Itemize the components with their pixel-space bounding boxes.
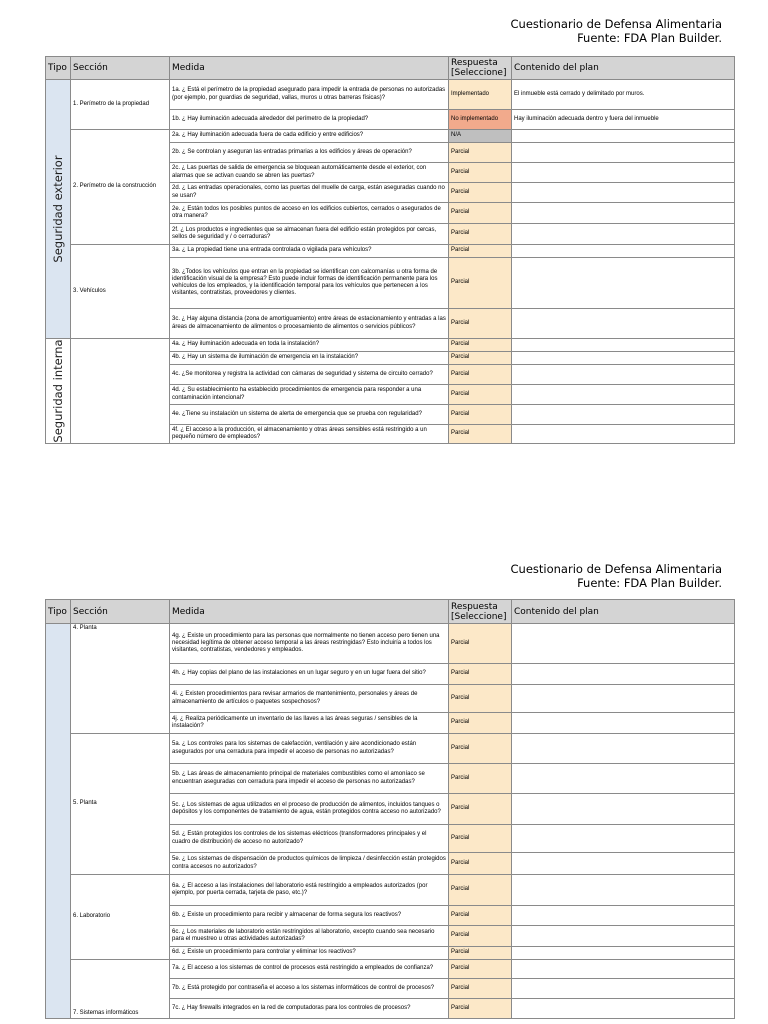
contenido-cell[interactable] [512,339,735,352]
medida-cell: 1a. ¿ Está el perímetro de la propiedad asegurado para impedir la entrada de personas no autorizadas (por ejemplo, por guardias de seguridad, vallas, muros u otras barreras físicas)? [170,80,449,110]
section-cell: 2. Perímetro de la construcción [71,130,170,245]
col-seccion: Sección [71,57,170,80]
respuesta-select[interactable]: Implementado [449,80,512,110]
contenido-cell[interactable] [512,143,735,163]
table-row [46,245,735,258]
contenido-cell[interactable] [512,999,735,1019]
respuesta-select[interactable]: Parcial [449,794,512,825]
medida-cell: 5d. ¿ Están protegidos los controles de los sistemas eléctricos (transformadores principales y el cuadro de distribución) de acceso no autorizado? [170,825,449,853]
contenido-cell[interactable] [512,183,735,203]
section-label: 4. Planta [73,625,97,631]
respuesta-select[interactable]: Parcial [449,734,512,764]
contenido-cell[interactable] [512,979,735,999]
contenido-cell[interactable] [512,685,735,713]
medida-cell: 2a. ¿ Hay iluminación adecuada fuera de cada edificio y entre edificios? [170,130,449,143]
page-header [511,562,723,590]
contenido-cell[interactable] [512,906,735,926]
contenido-cell[interactable] [512,258,735,309]
medida-cell: 4h. ¿ Hay copias del plano de las instalaciones en un lugar seguro y en un lugar fuera del sitio? [170,664,449,685]
contenido-cell[interactable] [512,425,735,444]
section-cell: 6. Laboratorio [71,875,170,960]
medida-cell: 7b. ¿ Está protegido por contraseña el acceso a los sistemas informáticos de control de procesos? [170,979,449,999]
medida-cell: 3a. ¿ La propiedad tiene una entrada controlada o vigilada para vehículos? [170,245,449,258]
respuesta-select[interactable]: Parcial [449,309,512,339]
medida-cell: 4j. ¿ Realiza periódicamente un inventario de las llaves a las áreas seguras / sensibles de la instalación? [170,713,449,734]
contenido-cell[interactable] [512,224,735,245]
contenido-cell[interactable]: El inmueble está cerrado y delimitado por muros. [512,80,735,110]
respuesta-select[interactable]: Parcial [449,224,512,245]
tipo-cell [46,339,71,444]
col-respuesta: Respuesta [Seleccione] [449,600,512,624]
respuesta-select[interactable]: Parcial [449,979,512,999]
respuesta-select[interactable]: Parcial [449,203,512,224]
contenido-cell[interactable] [512,713,735,734]
table-row [46,734,735,764]
respuesta-select[interactable]: Parcial [449,425,512,444]
section-cell: 5. Planta [71,734,170,875]
table-row [46,80,735,110]
col-medida: Medida [170,600,449,624]
respuesta-select[interactable]: Parcial [449,245,512,258]
contenido-cell[interactable]: Hay iluminación adecuada dentro y fuera del inmueble [512,110,735,130]
respuesta-select[interactable]: Parcial [449,352,512,365]
medida-cell: 7c. ¿ Hay firewalls integrados en la red de computadoras para los controles de procesos? [170,999,449,1019]
section-cell [71,624,170,734]
header-row [46,57,735,80]
section-label: 7. Sistemas informáticos [73,1009,139,1016]
medida-cell: 4g. ¿ Existe un procedimiento para las personas que normalmente no tienen acceso pero tienen una necesidad legítima de obtener acceso temporal a las áreas restringidas? Esto incluiría a todos los visitantes, contratistas, vendedores y empleados. [170,624,449,664]
document-source: Fuente: FDA Plan Builder. [577,31,722,45]
contenido-cell[interactable] [512,664,735,685]
col-respuesta: Respuesta [Seleccione] [449,57,512,80]
respuesta-select[interactable]: Parcial [449,183,512,203]
tipo-cell [46,80,71,339]
medida-cell: 4d. ¿ Su establecimiento ha establecido procedimientos de emergencia para responder a una contaminación intencional? [170,385,449,405]
medida-cell: 2d. ¿ Las entradas operacionales, como las puertas del muelle de carga, están aseguradas cuando no se usan? [170,183,449,203]
respuesta-select[interactable]: Parcial [449,163,512,183]
medida-cell: 6b. ¿ Existe un procedimiento para recibir y almacenar de forma segura los reactivos? [170,906,449,926]
medida-cell: 4f. ¿ El acceso a la producción, el almacenamiento y otras áreas sensibles está restringido a un pequeño número de empleados? [170,425,449,444]
table-row [46,960,735,979]
questionnaire-table [45,56,735,444]
medida-cell: 6c. ¿ Los materiales de laboratorio están restringidos al laboratorio, excepto cuando sea necesario para el muestreo u otras actividades autorizadas? [170,926,449,947]
col-medida: Medida [170,57,449,80]
table-row [46,339,735,352]
col-tipo: Tipo [46,600,71,624]
respuesta-select[interactable]: Parcial [449,365,512,385]
respuesta-select[interactable]: Parcial [449,960,512,979]
col-contenido: Contenido del plan [512,57,735,80]
contenido-cell[interactable] [512,309,735,339]
medida-cell: 3c. ¿ Hay alguna distancia (zona de amortiguamiento) entre áreas de estacionamiento y entradas a las áreas de almacenamiento de alimentos o procesamiento de alimentos o servicios públicos? [170,309,449,339]
medida-cell: 5b. ¿ Las áreas de almacenamiento principal de materiales combustibles como el amoníaco se encuentran aseguradas con cerradura para impedir el acceso de personas no autorizadas? [170,764,449,794]
document-source: Fuente: FDA Plan Builder. [577,576,722,590]
contenido-cell[interactable] [512,245,735,258]
section-cell [71,960,170,1019]
medida-cell: 5c. ¿ Los sistemas de agua utilizados en el proceso de producción de alimentos, incluidos tanques o depósitos y los componentes de tratamiento de agua, están protegidos contra acceso no autorizado? [170,794,449,825]
contenido-cell[interactable] [512,405,735,425]
contenido-cell[interactable] [512,203,735,224]
medida-cell: 6d. ¿ Existe un procedimiento para controlar y eliminar los reactivos? [170,947,449,960]
contenido-cell[interactable] [512,794,735,825]
respuesta-select[interactable]: Parcial [449,875,512,906]
respuesta-select[interactable]: Parcial [449,339,512,352]
respuesta-select[interactable]: N/A [449,130,512,143]
tipo-label: Seguridad interna [51,339,65,443]
medida-cell: 4c. ¿Se monitorea y registra la actividad con cámaras de seguridad y sistema de circuito cerrado? [170,365,449,385]
respuesta-select[interactable]: Parcial [449,764,512,794]
medida-cell: 5e. ¿ Los sistemas de dispensación de productos químicos de limpieza / desinfección están protegidos contra accesos no autorizados? [170,853,449,875]
respuesta-select[interactable]: Parcial [449,385,512,405]
questionnaire-table [45,599,735,1019]
respuesta-select[interactable]: Parcial [449,685,512,713]
respuesta-select[interactable]: Parcial [449,947,512,960]
table-row [46,624,735,664]
medida-cell: 4e. ¿Tiene su instalación un sistema de alerta de emergencia que se prueba con regularidad? [170,405,449,425]
section-cell [71,339,170,444]
respuesta-select[interactable]: Parcial [449,258,512,309]
contenido-cell[interactable] [512,825,735,853]
respuesta-select[interactable]: Parcial [449,906,512,926]
document-title: Cuestionario de Defensa Alimentaria [510,17,722,31]
page-header [511,17,723,45]
respuesta-select[interactable]: Parcial [449,664,512,685]
respuesta-select[interactable]: Parcial [449,999,512,1019]
contenido-cell[interactable] [512,352,735,365]
medida-cell: 4a. ¿ Hay iluminación adecuada en toda la instalación? [170,339,449,352]
respuesta-select[interactable]: Parcial [449,624,512,664]
medida-cell: 2e. ¿ Están todos los posibles puntos de acceso en los edificios cubiertos, cerrados o asegurados de otra manera? [170,203,449,224]
medida-cell: 2c. ¿ Las puertas de salida de emergencia se bloquean automáticamente desde el exterior, con alarmas que se activan cuando se abren las puertas? [170,163,449,183]
table-row [46,875,735,906]
section-cell: 3. Vehículos [71,245,170,339]
document-title: Cuestionario de Defensa Alimentaria [510,562,722,576]
col-seccion: Sección [71,600,170,624]
medida-cell: 5a. ¿ Los controles para los sistemas de calefacción, ventilación y aire acondicionado están asegurados por una cerradura para impedir el acceso de personas no autorizadas? [170,734,449,764]
contenido-cell[interactable] [512,947,735,960]
col-contenido: Contenido del plan [512,600,735,624]
medida-cell: 1b. ¿ Hay iluminación adecuada alrededor del perímetro de la propiedad? [170,110,449,130]
contenido-cell[interactable] [512,624,735,664]
respuesta-select[interactable]: Parcial [449,405,512,425]
page-1 [0,0,768,460]
respuesta-select[interactable]: No implementado [449,110,512,130]
page-2 [0,540,768,1024]
contenido-cell[interactable] [512,926,735,947]
respuesta-select[interactable]: Parcial [449,926,512,947]
respuesta-select[interactable]: Parcial [449,713,512,734]
respuesta-select[interactable]: Parcial [449,143,512,163]
tipo-cell [46,624,71,1019]
header-row [46,600,735,624]
medida-cell: 4i. ¿ Existen procedimientos para revisar armarios de mantenimiento, personales y áreas de almacenamiento de artículos o paquetes sospechosos? [170,685,449,713]
respuesta-select[interactable]: Parcial [449,853,512,875]
medida-cell: 2f. ¿ Los productos e ingredientes que se almacenan fuera del edificio están protegidos por cercas, sellos de seguridad y / o cerraduras? [170,224,449,245]
contenido-cell[interactable] [512,960,735,979]
contenido-cell[interactable] [512,764,735,794]
contenido-cell[interactable] [512,385,735,405]
contenido-cell[interactable] [512,365,735,385]
table-row [46,130,735,143]
contenido-cell[interactable] [512,163,735,183]
contenido-cell[interactable] [512,875,735,906]
tipo-label: Seguridad exterior [51,155,65,263]
medida-cell: 6a. ¿ El acceso a las instalaciones del laboratorio está restringido a empleados autorizados (por ejemplo, por puerta cerrada, tarjeta de paso, etc.)? [170,875,449,906]
medida-cell: 2b. ¿ Se controlan y aseguran las entradas primarias a los edificios y áreas de operación? [170,143,449,163]
respuesta-select[interactable]: Parcial [449,825,512,853]
contenido-cell[interactable] [512,853,735,875]
section-cell: 1. Perímetro de la propiedad [71,80,170,130]
medida-cell: 7a. ¿ El acceso a los sistemas de control de procesos está restringido a empleados de confianza? [170,960,449,979]
contenido-cell[interactable] [512,734,735,764]
contenido-cell[interactable] [512,130,735,143]
medida-cell: 3b. ¿Todos los vehículos que entran en la propiedad se identifican con calcomanías u otra forma de identificación visual de la empresa? Esto puede incluir formas de identificación permanente para los vehículos de los empleados, y la identificación temporal para los vehículos que pertenecen a los visitantes, contratistas, proveedores y clientes. [170,258,449,309]
col-tipo: Tipo [46,57,71,80]
medida-cell: 4b. ¿ Hay un sistema de iluminación de emergencia en la instalación? [170,352,449,365]
